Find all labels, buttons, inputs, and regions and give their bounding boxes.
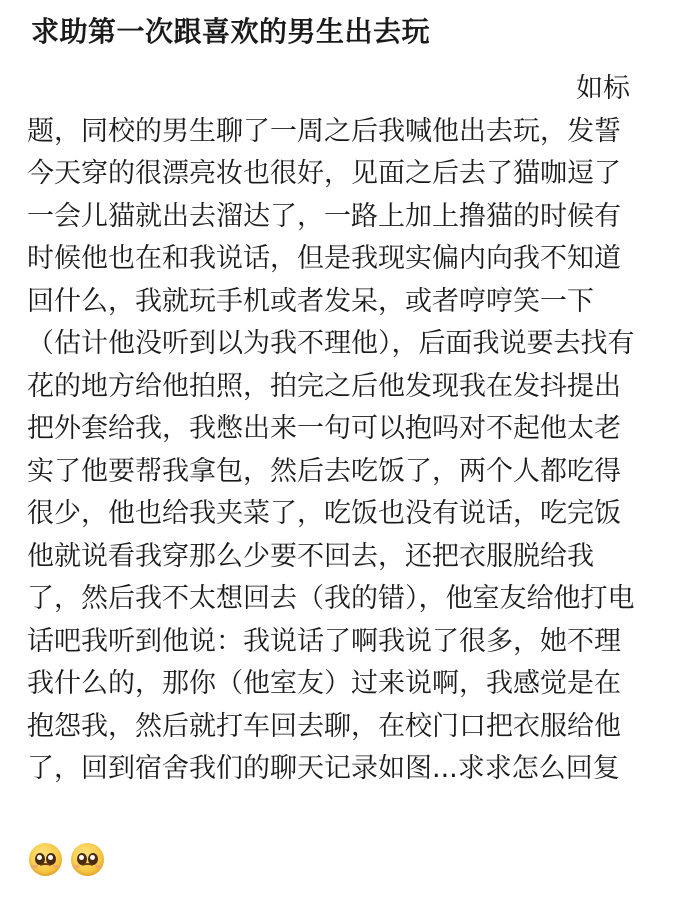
pleading-face-icon xyxy=(71,843,104,876)
body-line: 抱怨我，然后就打车回去聊，在校门口把衣服给他 xyxy=(27,710,621,742)
body-line: 题，同校的男生聊了一周之后我喊他出去玩，发誓 xyxy=(27,115,621,147)
emoji-row xyxy=(29,843,104,881)
body-line: 了，然后我不太想回去（我的错），他室友给他打电 xyxy=(27,583,635,614)
post-body xyxy=(27,68,667,791)
post-title: 求助第一次跟喜欢的男生出去玩 xyxy=(31,15,431,48)
pleading-face-icon xyxy=(29,843,62,876)
body-line: 一会儿猫就出去溜达了，一路上加上撸猫的时候有 xyxy=(27,200,621,232)
body-line: 如标 xyxy=(576,73,630,104)
body-line: 实了他要帮我拿包，然后去吃饭了，两个人都吃得 xyxy=(27,455,621,487)
body-line: 话吧我听到他说：我说话了啊我说了很多，她不理 xyxy=(27,625,621,657)
body-line: 回什么，我就玩手机或者发呆，或者哼哼笑一下 xyxy=(27,285,594,317)
body-line: 把外套给我，我憋出来一句可以抱吗对不起他太老 xyxy=(27,413,621,444)
body-line: 今天穿的很漂亮妆也很好，见面之后去了猫咖逗了 xyxy=(27,158,621,189)
body-line: 了，回到宿舍我们的聊天记录如图...求求怎么回复 xyxy=(27,753,620,784)
body-line: 他就说看我穿那么少要不回去，还把衣服脱给我 xyxy=(27,540,594,572)
body-line: 花的地方给他拍照，拍完之后他发现我在发抖提出 xyxy=(27,370,621,402)
body-line: （估计他没听到以为我不理他），后面我说要去找有 xyxy=(27,328,635,359)
body-line: 时候他也在和我说话，但是我现实偏内向我不知道 xyxy=(27,243,621,274)
body-line: 很少，他也给我夹菜了，吃饭也没有说话，吃完饭 xyxy=(27,498,621,529)
body-line: 我什么的，那你（他室友）过来说啊，我感觉是在 xyxy=(27,668,621,699)
